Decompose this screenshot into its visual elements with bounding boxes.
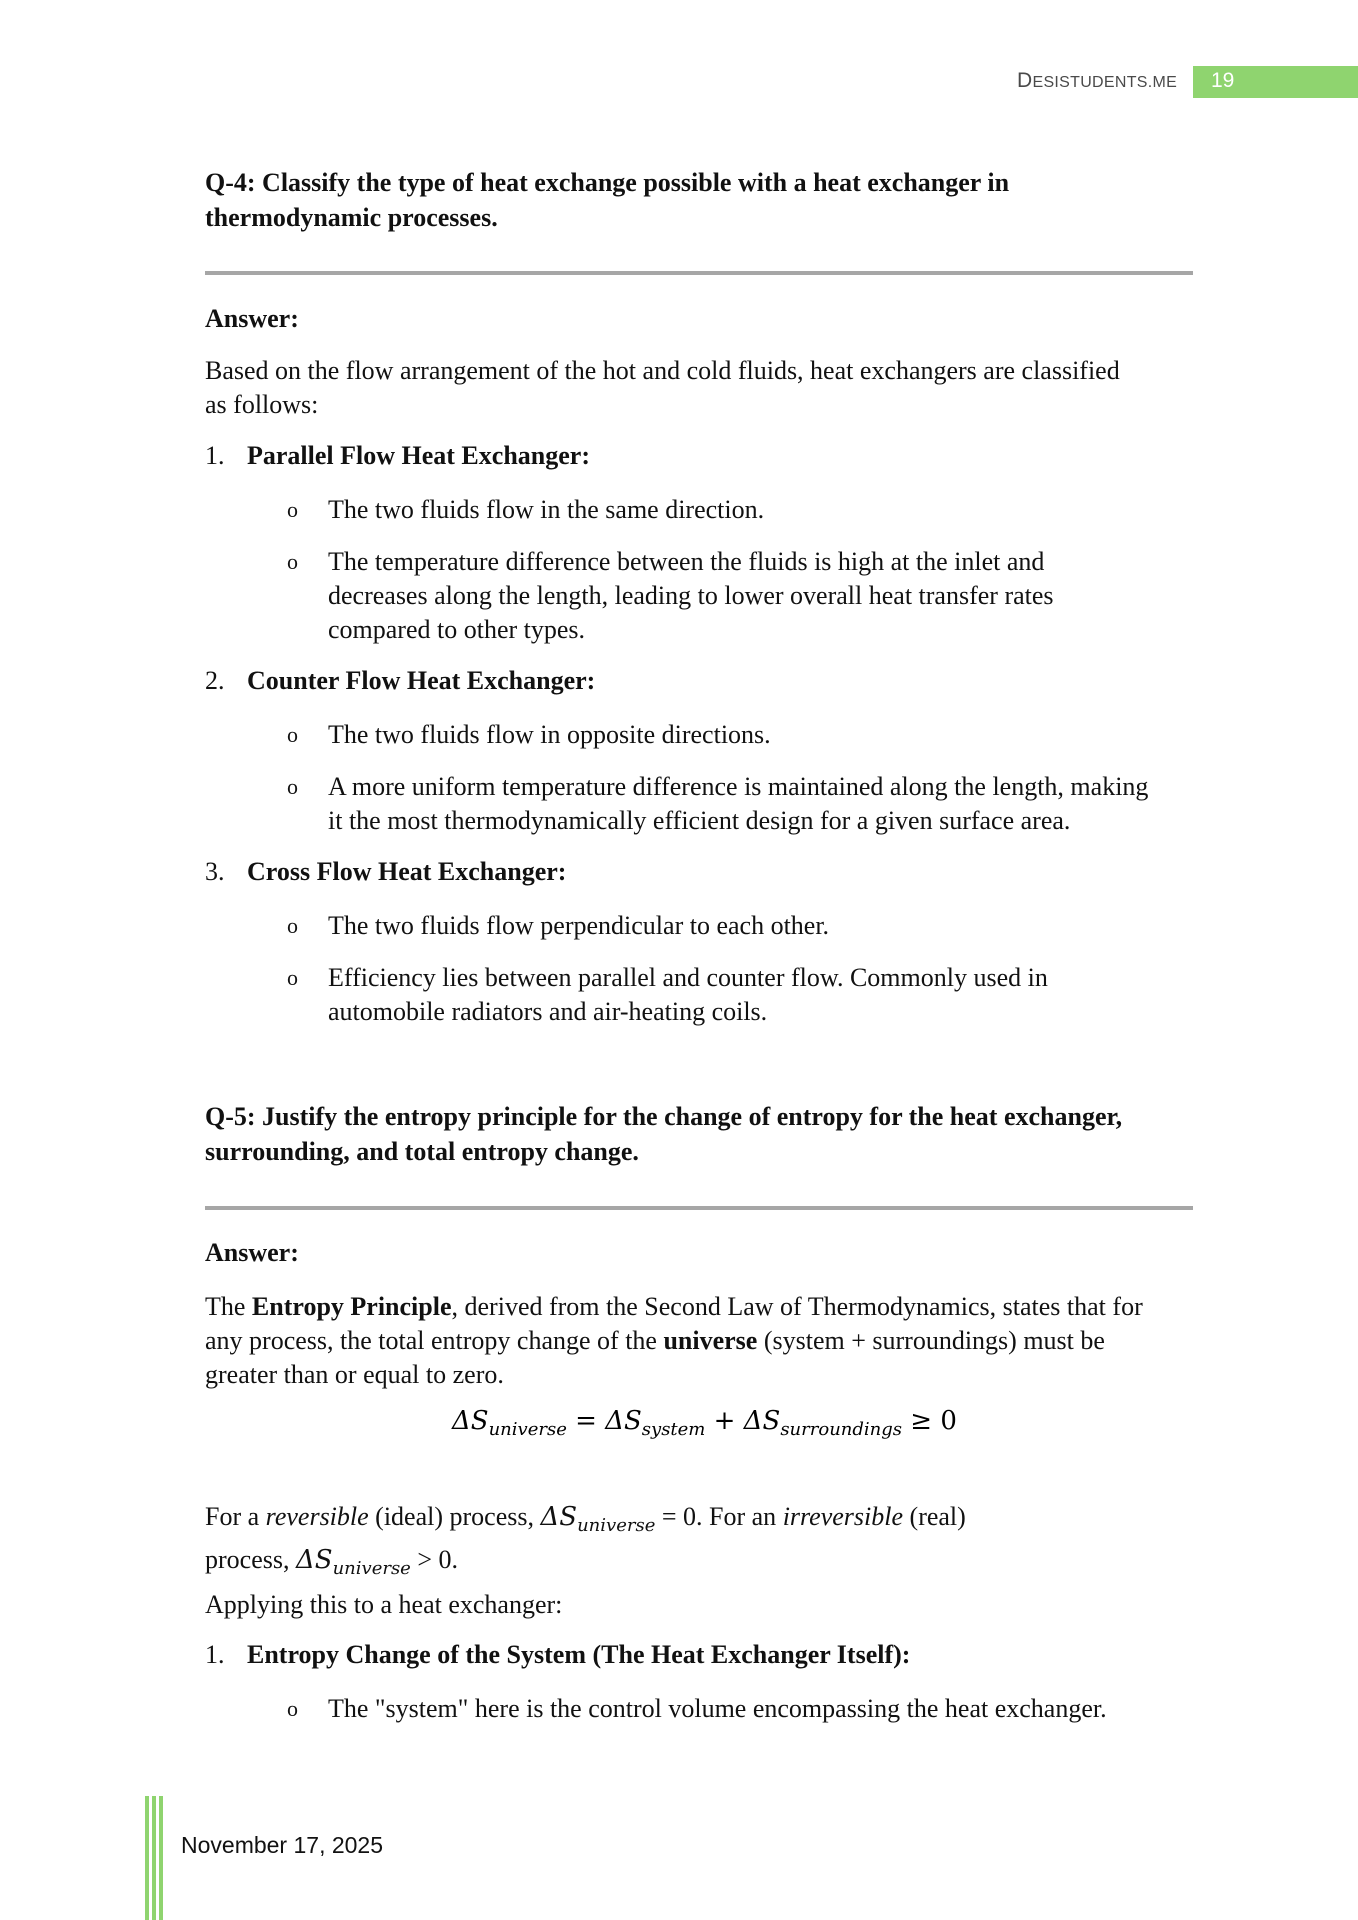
- para2-line2: [205, 1543, 1195, 1586]
- bullet-text: The two fluids flow in opposite directions.: [328, 720, 771, 749]
- bullet-item: [287, 545, 1207, 647]
- para1-line3: greater than or equal to zero.: [205, 1360, 504, 1389]
- para2-line1: [205, 1500, 1195, 1543]
- math-op: +: [705, 1406, 744, 1436]
- math-sub: system: [641, 1419, 706, 1440]
- site-name-rest: ESISTUDENTS.ME: [1032, 74, 1178, 91]
- q4-question: [205, 165, 1195, 235]
- q4-question-line2: thermodynamic processes.: [205, 203, 498, 232]
- list-number: 3.: [205, 857, 225, 886]
- bullet-text-line: automobile radiators and air-heating coils.: [328, 997, 768, 1026]
- italic-term: reversible: [265, 1502, 369, 1531]
- q5-answer-label: Answer:: [205, 1238, 299, 1267]
- text: any process, the total entropy change of the: [205, 1326, 664, 1355]
- text: For a: [205, 1502, 266, 1531]
- bullet-circle-icon: o: [287, 774, 298, 799]
- math-sub: universe: [332, 1558, 411, 1579]
- q4-question-line1: Q-4: Classify the type of heat exchange possible with a heat exchanger in: [205, 168, 1010, 197]
- text: = 0. For an: [655, 1502, 783, 1531]
- q5-question-line2: surrounding, and total entropy change.: [205, 1137, 639, 1166]
- list-item-title: Entropy Change of the System (The Heat Exchanger Itself):: [247, 1640, 911, 1669]
- bullet-item: [287, 718, 1207, 752]
- bullet-circle-icon: o: [287, 965, 298, 990]
- q4-intro-line2: as follows:: [205, 390, 319, 419]
- bullet-item: [287, 1692, 1207, 1726]
- bullet-circle-icon: o: [287, 722, 298, 747]
- footer-accent-line: [152, 1796, 156, 1920]
- bold-term: Entropy Principle: [251, 1292, 452, 1321]
- text: (real): [903, 1502, 966, 1531]
- q5-question: [205, 1099, 1195, 1169]
- bullet-circle-icon: o: [287, 913, 298, 938]
- list-number: 2.: [205, 666, 225, 695]
- bullet-text-line: The temperature difference between the fluids is high at the inlet and: [328, 547, 1045, 576]
- bullet-circle-icon: o: [287, 1696, 298, 1721]
- math-op: =: [566, 1406, 606, 1436]
- para1-line2: [205, 1324, 1195, 1358]
- math-delta-s: ΔS: [452, 1406, 489, 1436]
- list-number: 1.: [205, 441, 225, 470]
- list-item-parallel-flow: [205, 441, 590, 471]
- text: > 0.: [410, 1545, 459, 1574]
- bullet-text-line: decreases along the length, leading to lower overall heat transfer rates: [328, 581, 1054, 610]
- bullet-circle-icon: o: [287, 549, 298, 574]
- site-name: [1017, 69, 1177, 93]
- text: (system + surroundings) must be: [757, 1326, 1105, 1355]
- page-number-bar: [1193, 66, 1358, 98]
- q4-intro-line1: Based on the flow arrangement of the hot and cold fluids, heat exchangers are classified: [205, 356, 1120, 385]
- q5-reversibility-paragraph: [205, 1500, 1195, 1586]
- q4-divider: [205, 271, 1193, 275]
- entropy-equation: [452, 1406, 957, 1440]
- bold-term: universe: [663, 1326, 758, 1355]
- q5-divider: [205, 1206, 1193, 1210]
- para1-line1: [205, 1290, 1195, 1324]
- text: , derived from the Second Law of Thermodynamics, states that for: [451, 1292, 1143, 1321]
- q4-answer-label: Answer:: [205, 304, 299, 333]
- bullet-text: The "system" here is the control volume encompassing the heat exchanger.: [328, 1694, 1107, 1723]
- list-item-system-entropy: [205, 1640, 910, 1670]
- text: (ideal) process,: [368, 1502, 541, 1531]
- text: The: [205, 1292, 252, 1321]
- bullet-text-line: Efficiency lies between parallel and counter flow. Commonly used in: [328, 963, 1048, 992]
- bullet-item: [287, 961, 1207, 1029]
- list-item-title: Parallel Flow Heat Exchanger:: [247, 441, 590, 470]
- bullet-item: [287, 909, 1207, 943]
- list-item-cross-flow: [205, 857, 566, 887]
- list-item-counter-flow: [205, 666, 595, 696]
- q5-entropy-principle-paragraph: [205, 1290, 1195, 1392]
- math-delta-s: ΔS: [743, 1406, 781, 1436]
- list-number: 1.: [205, 1640, 225, 1669]
- footer-date: November 17, 2025: [181, 1832, 384, 1858]
- bullet-text: The two fluids flow in the same direction.: [328, 495, 765, 524]
- footer-accent-line: [159, 1796, 163, 1920]
- math-sub: universe: [488, 1419, 567, 1440]
- bullet-item: [287, 493, 1207, 527]
- bullet-item: [287, 770, 1207, 838]
- math-sub: surroundings: [780, 1419, 903, 1440]
- list-item-title: Counter Flow Heat Exchanger:: [247, 666, 596, 695]
- bullet-circle-icon: o: [287, 497, 298, 522]
- italic-term: irreversible: [782, 1502, 904, 1531]
- bullet-text: The two fluids flow perpendicular to each other.: [328, 911, 830, 940]
- footer-accent-line: [145, 1796, 149, 1920]
- math-op: ≥ 0: [902, 1406, 957, 1436]
- text: process,: [205, 1545, 296, 1574]
- site-name-initial: D: [1017, 69, 1033, 92]
- q5-question-line1: Q-5: Justify the entropy principle for the change of entropy for the heat exchanger,: [205, 1102, 1123, 1131]
- bullet-text-line: compared to other types.: [328, 615, 586, 644]
- bullet-text-line: it the most thermodynamically efficient design for a given surface area.: [328, 806, 1071, 835]
- list-item-title: Cross Flow Heat Exchanger:: [247, 857, 567, 886]
- applying-text: Applying this to a heat exchanger:: [205, 1590, 563, 1619]
- math-delta-s: ΔS: [605, 1406, 642, 1436]
- q4-intro: [205, 354, 1195, 422]
- math-delta-s: ΔS: [295, 1545, 333, 1575]
- math-sub: universe: [577, 1515, 656, 1536]
- bullet-text-line: A more uniform temperature difference is maintained along the length, making: [328, 772, 1149, 801]
- page-number: 19: [1211, 69, 1235, 92]
- math-delta-s: ΔS: [540, 1502, 578, 1532]
